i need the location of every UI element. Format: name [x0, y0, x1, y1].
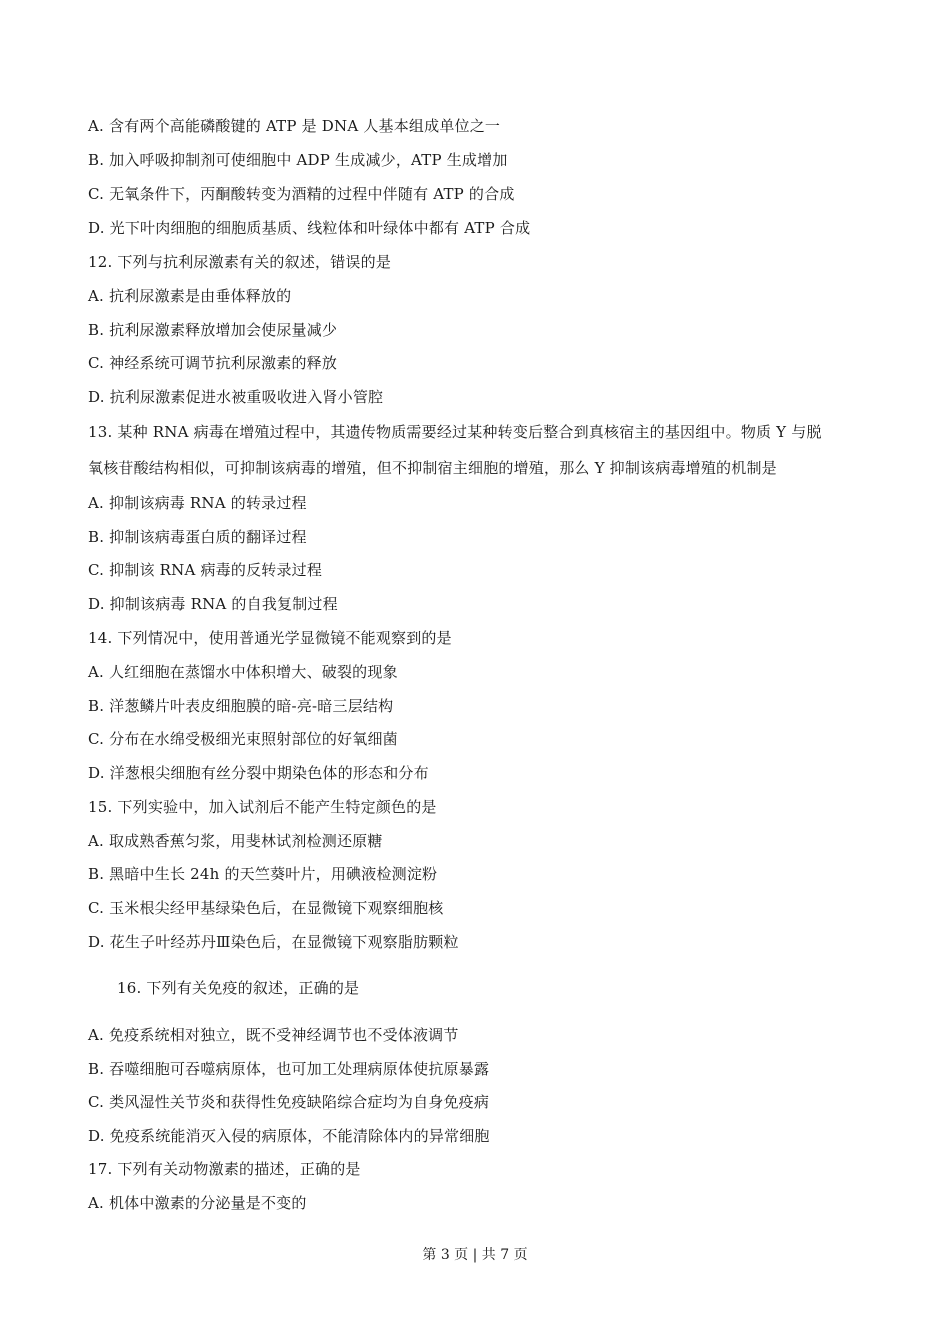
option-line: B. 加入呼吸抑制剂可使细胞中 ADP 生成减少，ATP 生成增加	[88, 151, 508, 169]
question-line: 16. 下列有关免疫的叙述，正确的是	[117, 979, 360, 997]
option-line: A. 机体中激素的分泌量是不变的	[88, 1194, 307, 1212]
page-number-footer: 第 3 页 | 共 7 页	[422, 1247, 528, 1263]
question-line: 15. 下列实验中，加入试剂后不能产生特定颜色的是	[88, 798, 437, 816]
option-line: B. 抑制该病毒蛋白质的翻译过程	[88, 528, 307, 546]
question-line: 17. 下列有关动物激素的描述，正确的是	[88, 1160, 361, 1178]
option-line: C. 类风湿性关节炎和获得性免疫缺陷综合症均为自身免疫病	[88, 1093, 490, 1111]
question-line: 14. 下列情况中，使用普通光学显微镜不能观察到的是	[88, 629, 452, 647]
option-line: C. 神经系统可调节抗利尿激素的释放	[88, 354, 338, 372]
option-line: D. 光下叶肉细胞的细胞质基质、线粒体和叶绿体中都有 ATP 合成	[88, 219, 531, 237]
option-line: D. 免疫系统能消灭入侵的病原体，不能清除体内的异常细胞	[88, 1127, 490, 1145]
option-line: A. 人红细胞在蒸馏水中体积增大、破裂的现象	[88, 663, 398, 681]
option-line: D. 洋葱根尖细胞有丝分裂中期染色体的形态和分布	[88, 764, 429, 782]
question-line: 13. 某种 RNA 病毒在增殖过程中，其遗传物质需要经过某种转变后整合到真核宿主的基因组中。物质 Y 与脱	[88, 423, 822, 441]
question-line: 12. 下列与抗利尿激素有关的叙述，错误的是	[88, 253, 392, 271]
option-line: C. 玉米根尖经甲基绿染色后，在显微镜下观察细胞核	[88, 899, 444, 917]
option-line: D. 抗利尿激素促进水被重吸收进入肾小管腔	[88, 388, 384, 406]
option-line: A. 含有两个高能磷酸键的 ATP 是 DNA 人基本组成单位之一	[88, 117, 501, 135]
option-line: D. 花生子叶经苏丹Ⅲ染色后，在显微镜下观察脂肪颗粒	[88, 933, 459, 951]
option-line: D. 抑制该病毒 RNA 的自我复制过程	[88, 595, 338, 613]
option-line: B. 吞噬细胞可吞噬病原体，也可加工处理病原体使抗原暴露	[88, 1060, 490, 1078]
option-line: A. 免疫系统相对独立，既不受神经调节也不受体液调节	[88, 1026, 459, 1044]
option-line: B. 抗利尿激素释放增加会使尿量减少	[88, 321, 338, 339]
option-line: A. 抗利尿激素是由垂体释放的	[88, 287, 292, 305]
question-line: 氧核苷酸结构相似，可抑制该病毒的增殖，但不抑制宿主细胞的增殖，那么 Y 抑制该病毒增殖的机制是	[88, 459, 777, 477]
option-line: B. 黑暗中生长 24h 的天竺葵叶片，用碘液检测淀粉	[88, 865, 438, 883]
option-line: C. 分布在水绵受极细光束照射部位的好氧细菌	[88, 730, 398, 748]
option-line: A. 取成熟香蕉匀浆，用斐林试剂检测还原糖	[88, 832, 383, 850]
option-line: C. 抑制该 RNA 病毒的反转录过程	[88, 561, 323, 579]
option-line: B. 洋葱鳞片叶表皮细胞膜的暗-亮-暗三层结构	[88, 697, 394, 715]
option-line: C. 无氧条件下，丙酮酸转变为酒精的过程中伴随有 ATP 的合成	[88, 185, 515, 203]
option-line: A. 抑制该病毒 RNA 的转录过程	[88, 494, 307, 512]
